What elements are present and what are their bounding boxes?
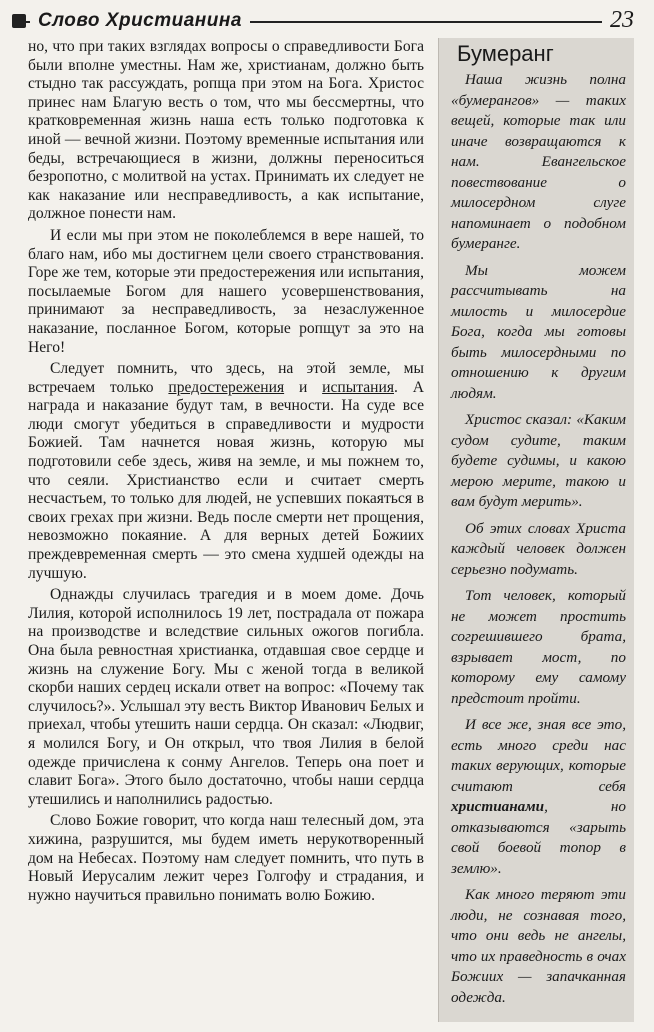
underlined-warnings: предостережения	[168, 378, 285, 396]
sidebar-boomerang	[438, 38, 634, 1022]
sidebar-title: Бумеранг	[457, 41, 554, 66]
p3-text-after: . А награда и наказание будут там, в вечности. На суде все люди смогут убедиться в справедливости и мудрости Божией. Там начнется новая жизнь, которую мы подготовили себе здесь, живя на земле, и мы пожнем то, что сеяли. Христианство если и считает смерть несчастьем, то только для людей, не успевших покаяться в своих грехах при жизни. Ведь после смерти нет прощения, невозможно покаяние. А для верных детей Божиих преждевременная смерть — это смена худшей одежды на лучшую.	[28, 378, 424, 582]
underlined-trials: испытания	[322, 378, 395, 396]
sidebar-paragraph-5: Тот человек, который не может простить согрешившего брата, взрывает мост, по которому ему самому предстоит пройти.	[451, 587, 626, 707]
article-paragraph-1: но, что при таких взглядах вопросы о справедливости Бога были вполне уместны. Нам же, христианам, должно быть стыдно так рассуждать, ропща при этом на Бога. Христос принес нам Благую весть о том, что мы бессмертны, что кратковременная жизнь наша есть только подготовка к иной — вечной жизни. Поэтому временные испытания или беды, встречающиеся в жизни, должны переноситься безропотно, с молитвой на устах. Принимать их следует не как наказание или несправедливость, а как испытание, должное понести нам.	[28, 38, 424, 223]
sidebar-paragraph-2: Мы можем рассчитывать на милость и милосердие Бога, когда мы готовы быть милосердными по отношению к другим людям.	[451, 261, 626, 402]
article-paragraph-4: Однажды случилась трагедия и в моем доме. Дочь Лилия, которой исполнилось 19 лет, пострадала от пожара на производстве и вследствие сильных ожогов погибла. Она была ревностная христианка, отдавшая свое сердце и жизнь на служение Богу. Мы с женой тогда в великой скорби наших сердец искали ответ на вопрос: «Почему так случилось?». Услышал эту весть Виктор Иванович Белых и приехал, чтобы утешить наши сердца. Он сказал: «Людвиг, я молился Богу, и Он открыл, что твоя Лилия в белой одежде причислена к сонму Ангелов. Теперь она поет и славит Бога». Этого было достаточно, чтобы наши сердца утешились и наполнились радостью.	[28, 586, 424, 808]
header-bullet-icon	[12, 14, 26, 28]
article-paragraph-5: Слово Божие говорит, что когда наш телесный дом, эта хижина, разрушится, мы будем иметь нерукотворенный дом на Небесах. Поэтому нам следует помнить, что путь в Новый Иерусалим лежит через Голгофу и страдания, и нужно научиться правильно понимать волю Божию.	[28, 812, 424, 904]
article-paragraph-3	[28, 360, 424, 583]
sidebar-paragraph-7: Как много теряют эти люди, не сознавая того, что они ведь не ангелы, что их праведность в очах Божиих — запачканная одежда.	[451, 886, 626, 1006]
running-header	[14, 8, 634, 34]
p6-text-after: , но отказываются «зарыть свой боевой топор в землю».	[451, 798, 626, 877]
sidebar-paragraph-1: Наша жизнь полна «бумерангов» — таких вещей, которые так или иначе возвращаются к нам. Евангельское повествование о милосердном слуге напоминает о подобном бумеранге.	[451, 71, 626, 252]
p3-text-before: Следует помнить, что здесь, на этой земле, мы встречаем только	[28, 360, 424, 396]
page-number: 23	[602, 6, 634, 34]
sidebar-paragraph-3: Христос сказал: «Каким судом судите, таким будете судимы, и какою мерою мерите, такою и вам будут мерить».	[451, 411, 626, 510]
sidebar-paragraph-4: Об этих словах Христа каждый человек должен серьезно подумать.	[451, 519, 626, 578]
article-paragraph-2: И если мы при этом не поколеблемся в вере нашей, то благо нам, ибо мы достигнем цели своего странствования. Горе же тем, которые эти предостережения или испытания, посылаемые Богом для нашего усовершенствования, принимают за несправедливость, за незаслуженное наказание, посланное Богом, которые ропщут за это на Него!	[28, 226, 424, 356]
p6-text-before: И все же, зная все это, есть много среди нас таких верующих, которые считают себя	[451, 716, 626, 795]
bold-christians: христианами	[451, 798, 545, 815]
main-article	[28, 38, 424, 908]
p3-text-mid: и	[284, 378, 323, 396]
publication-title: Слово Христианина	[30, 8, 250, 34]
sidebar-paragraph-6	[451, 715, 626, 879]
